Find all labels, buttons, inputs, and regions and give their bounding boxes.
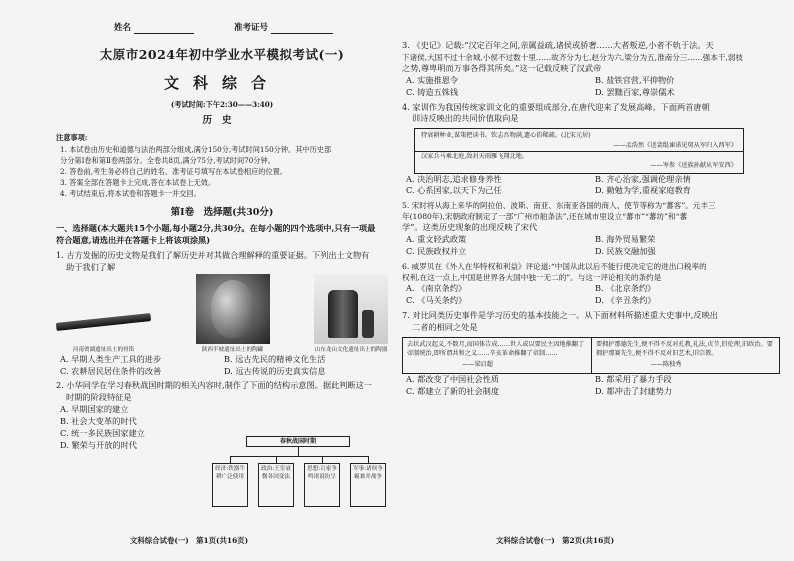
option-d[interactable]: D. 勤勉为学,重视家庭教育 bbox=[595, 185, 691, 196]
options bbox=[406, 374, 784, 398]
option-c[interactable]: C. 心系国家,以天下为己任 bbox=[406, 185, 502, 196]
subject-title: 文科综合 bbox=[163, 74, 280, 93]
poem-source: ——岑参《送族孙献从军安西》 bbox=[650, 162, 737, 170]
option-a[interactable]: A. 重文轻武政策 bbox=[406, 234, 467, 245]
option-c[interactable]: C. 农耕居民居住条件的改善 bbox=[60, 365, 162, 376]
question-stem: 助于我们了解 bbox=[66, 261, 116, 272]
question-3 bbox=[402, 40, 784, 99]
option-a[interactable]: A. 都改变了中国社会性质 bbox=[406, 374, 499, 385]
bone-flute-image bbox=[56, 313, 151, 331]
page-2 bbox=[402, 40, 784, 560]
question-7 bbox=[402, 310, 784, 398]
option-a[interactable]: A. 《南京条约》 bbox=[406, 282, 467, 293]
part-intro: 一、选择题(本大题共15个小题,每小题2分,共30分。在每小题的四个选项中,只有一项最 符合题意,请选出并在答题卡上将该项涂黑) bbox=[56, 223, 376, 245]
exam-title: 太原市2024年初中学业水平模拟考试(一) bbox=[99, 47, 345, 63]
section-title: 历史 bbox=[202, 114, 242, 126]
option-d[interactable]: D. 《辛丑条约》 bbox=[595, 294, 656, 305]
option-a[interactable]: A. 早期国家的建立 bbox=[60, 404, 129, 415]
question-stem: 6. 威罗贝在《外人在华特权和利益》评论道:“中国从此以后不能行使决定它的进出口税率的 bbox=[402, 261, 707, 271]
question-6 bbox=[402, 261, 784, 307]
option-c[interactable]: C. 《马关条约》 bbox=[406, 294, 467, 305]
question-stem: 5. 宋时将从海上来华的阿拉伯、波斯、南亚、东南亚各国的商人、使节等称为“蕃客”。元丰三 bbox=[402, 201, 716, 211]
note-line: 3. 答案全部在答题卡上完成,答在本试卷上无效。 bbox=[60, 178, 216, 188]
diagram-box-economy: 经济:铁器牛耕广泛使用 bbox=[212, 463, 248, 507]
question-stem: 7. 对比同类历史事件是学习历史的基本技能之一。从下面材料所描述重大史事中,反映出 bbox=[402, 309, 718, 320]
pottery-image bbox=[196, 274, 270, 344]
page-footer: 文科综合试卷(一) 第1页(共16页) bbox=[130, 536, 249, 545]
material-source: ——陈独秀 bbox=[650, 361, 682, 369]
material-table bbox=[402, 337, 780, 375]
option-b[interactable]: B. 远古先民的精神文化生活 bbox=[224, 353, 326, 364]
options bbox=[406, 283, 784, 307]
option-a[interactable]: A. 决治明志,追求修身养性 bbox=[406, 173, 502, 184]
question-stem: 下诸侯,大国不过十余城,小侯不过数十里……故齐分为七,赵分为六,梁分为五,淮南分三……强本干,弱枝 bbox=[402, 52, 744, 62]
note-line: 分分第Ⅰ卷和第Ⅱ卷两部分。全卷共8页,满分75分,考试时间70分钟。 bbox=[60, 155, 275, 165]
option-d[interactable]: D. 罢黜百家,尊崇儒术 bbox=[595, 86, 675, 97]
poem-source: ——孟浩然《送裴绲谏诺见舅从军归入西军》 bbox=[613, 141, 737, 149]
name-field: 姓名 bbox=[114, 22, 194, 34]
note-line: 4. 考试结束后,将本试卷和答题卡一并交回。 bbox=[60, 189, 201, 199]
option-b[interactable]: B. 海外贸易繁荣 bbox=[595, 234, 656, 245]
material-cell-1: 去状武汉起义,不数月,而国体告成……世人或以要民主因地推翻了帝制统治,即所谓共和之义……辛亥革命推翻了帝制…… ——梁启超 bbox=[403, 338, 591, 374]
options bbox=[60, 404, 210, 452]
question-stem: 训诗反映出的共同价值取向是 bbox=[412, 113, 519, 124]
question-stem: 二者的相同之处是 bbox=[412, 321, 478, 332]
note-line: 2. 答卷前,考生务必将自己的姓名、准考证号填写在本试卷相应的位置。 bbox=[60, 166, 288, 176]
option-a[interactable]: A. 实施推恩令 bbox=[406, 74, 459, 85]
option-a[interactable]: A. 早期人类生产工具的进步 bbox=[60, 353, 162, 364]
diagram-box-thought: 思想:百家争鸣诸说纷呈 bbox=[304, 463, 340, 507]
question-stem: 权利,在这一点上,中国是世界各大国中独一无二的”。与这一评论相关的条约是 bbox=[402, 272, 662, 282]
option-d[interactable]: D. 民族交融加强 bbox=[595, 246, 656, 257]
option-b[interactable]: B. 齐心治家,强调伦理亲情 bbox=[595, 173, 691, 184]
artifact-images bbox=[56, 278, 388, 354]
option-c[interactable]: C. 民族政权并立 bbox=[406, 246, 467, 257]
structure-diagram bbox=[208, 436, 388, 516]
question-stem: 年(1080年),宋朝政府制定了一部“广州市舶条法”,还在城市里设立“蕃市”“蕃坊”和“蕃 bbox=[402, 212, 688, 222]
question-5 bbox=[402, 200, 784, 258]
option-b[interactable]: B. 社会大变革的时代 bbox=[60, 416, 137, 427]
question-stem: 之势,尊卑明而万事各得其所矣。”这一记载反映了汉武帝 bbox=[402, 62, 602, 73]
option-b[interactable]: B. 盐铁官营,平抑物价 bbox=[595, 74, 675, 85]
option-d[interactable]: D. 远古传说的历史真实信息 bbox=[224, 365, 326, 376]
candidate-info bbox=[114, 22, 388, 34]
question-stem: 学”。这类历史现象的出现反映了宋代 bbox=[402, 222, 538, 233]
diagram-box-military: 军事:诸侯争霸兼并战争 bbox=[350, 463, 386, 507]
option-b[interactable]: B. 《北京条约》 bbox=[595, 282, 656, 293]
instructions-heading: 注意事项: bbox=[56, 133, 88, 143]
ceramic-image bbox=[314, 274, 388, 344]
option-c[interactable]: C. 都建立了新的社会制度 bbox=[406, 386, 500, 397]
caption: 山东龙山文化遗址出土的陶器 bbox=[314, 346, 388, 353]
diagram-root: 春秋战国时期 bbox=[246, 436, 350, 447]
option-d[interactable]: D. 都冲击了封建势力 bbox=[595, 386, 672, 397]
option-c[interactable]: C. 铸造五铢钱 bbox=[406, 86, 459, 97]
poem-text: 汉家兵马乘北庭,敌封天雨雁飞翔北地。 bbox=[421, 152, 529, 160]
caption: 陕西半坡遗址出土的陶罐 bbox=[201, 346, 264, 353]
artifact-bone-flute bbox=[56, 318, 151, 354]
artifact-ceramic bbox=[314, 274, 388, 354]
question-1 bbox=[56, 250, 388, 378]
question-stem: 3. 《史记》记载:“汉定百年之间,亲属益疏,诸侯或骄奢……大者叛逆,小者不轨于法。天 bbox=[402, 40, 714, 50]
question-stem: 时期的阶段特征是 bbox=[66, 392, 132, 403]
option-b[interactable]: B. 都采用了暴力手段 bbox=[595, 374, 672, 385]
question-stem: 1. 古方发掘的历史文物是我们了解历史并对其做合理解释的重要证据。下列出土文物有 bbox=[56, 249, 370, 260]
question-4 bbox=[402, 102, 784, 198]
option-d[interactable]: D. 繁荣与开放的时代 bbox=[60, 439, 137, 450]
poem-text: 特衰耕种业,谋策把读书。钦志吾物满,遗心俗稀疏。(北宋元居) bbox=[421, 132, 591, 140]
page-footer: 文科综合试卷(一) 第2页(共16页) bbox=[496, 536, 615, 545]
material-source: ——梁启超 bbox=[462, 361, 493, 369]
option-c[interactable]: C. 统一多民族国家建立 bbox=[60, 428, 145, 438]
diagram-box-politics: 政治:王室衰微各国变法 bbox=[258, 463, 294, 507]
options bbox=[60, 354, 388, 378]
note-line: 1. 本试卷由历史和道德与法治两部分组成,满分150分,考试时间150分钟。其中历史部 bbox=[60, 144, 332, 154]
exam-time: (考试时间:下午2:30——3:40) bbox=[170, 100, 274, 110]
question-stem: 4. 家训作为我国传统家训文化的重要组成部分,在唐代迎来了发展高峰。下面两首唐朝 bbox=[402, 101, 710, 112]
poem-box bbox=[414, 128, 744, 173]
volume-title: 第Ⅰ卷 选择题(共30分) bbox=[170, 207, 274, 219]
caption: 河南贾湖遗址出土的骨笛 bbox=[72, 346, 135, 353]
instructions bbox=[56, 132, 388, 199]
options bbox=[406, 234, 784, 258]
options bbox=[406, 174, 784, 198]
artifact-pottery bbox=[196, 274, 270, 354]
options bbox=[406, 75, 784, 99]
material-cell-2: 要拥护那德先生,便不得不反对孔教,礼法,贞节,旧伦理,旧政治。要拥护那赛先生,便不得不反对旧艺术,旧宗教。 ——陈独秀 bbox=[591, 338, 779, 374]
id-field: 准考证号 bbox=[234, 22, 333, 34]
question-stem: 2. 小华同学在学习春秋战国时期的相关内容时,制作了下面的结构示意图。据此判断这一 bbox=[56, 380, 372, 391]
